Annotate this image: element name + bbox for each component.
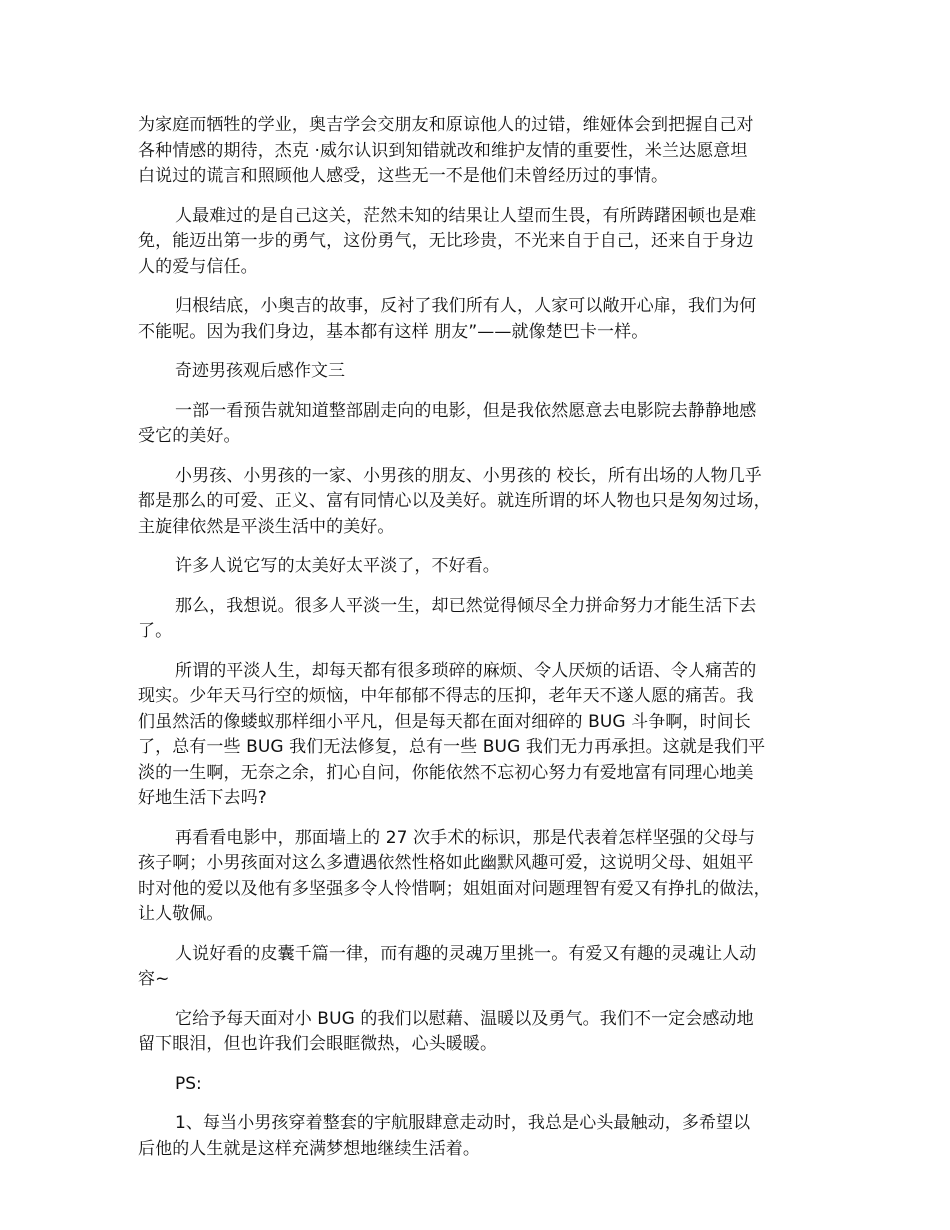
text-line: 容~ bbox=[138, 969, 170, 989]
paragraph-7 bbox=[138, 594, 813, 645]
text-line: 孩子啊；小男孩面对这么多遭遇依然性格如此幽默风趣可爱，这说明父母、姐姐平 bbox=[138, 853, 754, 873]
document-body bbox=[138, 113, 813, 1176]
text-line: 小男孩、小男孩的一家、小男孩的朋友、小男孩的 校长，所有出场的人物几乎 bbox=[175, 465, 762, 486]
text-line: 各种情感的期待，杰克 ·威尔认识到知错就改和维护友情的重要性，米兰达愿意坦 bbox=[138, 140, 748, 161]
text-line: 一部一看预告就知道整部剧走向的电影，但是我依然愿意去电影院去静静地感 bbox=[175, 400, 757, 421]
section-heading: 奇迹男孩观后感作文三 bbox=[175, 361, 345, 381]
text-line: 主旋律依然是平淡生活中的美好。 bbox=[138, 516, 395, 537]
paragraph-9 bbox=[138, 826, 813, 928]
paragraph-10 bbox=[138, 942, 813, 993]
text-line: 时对他的爱以及他有多坚强多令人怜惜啊；姐姐面对问题理智有爱又有挣扎的做法， bbox=[138, 878, 771, 899]
paragraph-1 bbox=[138, 113, 813, 190]
paragraph-3 bbox=[138, 294, 813, 345]
paragraph-4 bbox=[138, 399, 813, 450]
text-line: 好地生活下去吗? bbox=[138, 788, 267, 808]
text-line: 人说好看的皮囊千篇一律，而有趣的灵魂万里挑一。有爱又有趣的灵魂让人动 bbox=[175, 943, 757, 964]
paragraph-6 bbox=[138, 554, 813, 580]
text-line: 了，总有一些 BUG 我们无法修复，总有一些 BUG 我们无力再承担。这就是我们平 bbox=[138, 737, 766, 757]
text-line: 1、每当小男孩穿着整套的宇航服肆意走动时，我总是心头最触动，多希望以 bbox=[175, 1113, 751, 1133]
text-line: 们虽然活的像蝼蚁那样细小平凡，但是每天都在面对细碎的 BUG 斗争啊，时间长 bbox=[138, 711, 751, 732]
text-line: 人最难过的是自己这关，茫然未知的结果让人望而生畏，有所踌躇困顿也是难 bbox=[175, 205, 757, 226]
text-line: 所谓的平淡人生，却每天都有很多琐碎的麻烦、令人厌烦的话语、令人痛苦的 bbox=[175, 660, 757, 681]
text-line: 为家庭而牺牲的学业，奥吉学会交朋友和原谅他人的过错，维娅体会到把握自己对 bbox=[138, 115, 754, 135]
paragraph-8 bbox=[138, 659, 813, 812]
text-line: 不能呢。因为我们身边，基本都有这样 朋友”——就像楚巴卡一样。 bbox=[138, 321, 649, 342]
text-line: 淡的一生啊，无奈之余，扪心自问，你能依然不忘初心努力有爱地富有同理心地美 bbox=[138, 762, 754, 783]
text-line: 免，能迈出第一步的勇气，这份勇气，无比珍贵，不光来自于自己，还来自于身边 bbox=[138, 231, 754, 251]
text-line: 现实。少年天马行空的烦恼，中年郁郁不得志的压抑，老年天不遂人愿的痛苦。我 bbox=[138, 686, 754, 706]
paragraph-5 bbox=[138, 464, 813, 541]
text-line: 再看看电影中，那面墙上的 27 次手术的标识，那是代表着怎样坚强的父母与 bbox=[175, 827, 756, 848]
text-line: 那么，我想说。很多人平淡一生，却已然觉得倾尽全力拼命努力才能生活下去 bbox=[175, 595, 757, 616]
ps-label: PS: bbox=[175, 1073, 202, 1094]
text-line: 都是那么的可爱、正义、富有同情心以及美好。就连所谓的坏人物也只是匆匆过场， bbox=[138, 491, 771, 511]
text-line: 它给予每天面对小 BUG 的我们以慰藉、温暖以及勇气。我们不一定会感动地 bbox=[175, 1008, 754, 1029]
paragraph-12 bbox=[138, 1111, 813, 1162]
paragraph-11 bbox=[138, 1007, 813, 1058]
text-line: 让人敬佩。 bbox=[138, 904, 224, 924]
paragraph-2 bbox=[138, 204, 813, 281]
text-line: 白说过的谎言和照顾他人感受，这些无一不是他们未曾经历过的事情。 bbox=[138, 166, 669, 186]
text-line: 留下眼泪，但也许我们会眼眶微热，心头暖暖。 bbox=[138, 1034, 498, 1054]
text-line: 人的爱与信任。 bbox=[138, 256, 258, 277]
text-line: 了。 bbox=[138, 621, 173, 641]
text-line: 后他的人生就是这样充满梦想地继续生活着。 bbox=[138, 1138, 480, 1159]
text-line: 受它的美好。 bbox=[138, 426, 241, 446]
text-line: 归根结底，小奥吉的故事，反衬了我们所有人，人家可以敞开心扉，我们为何 bbox=[175, 296, 757, 316]
text-line: 许多人说它写的太美好太平淡了，不好看。 bbox=[175, 556, 500, 576]
